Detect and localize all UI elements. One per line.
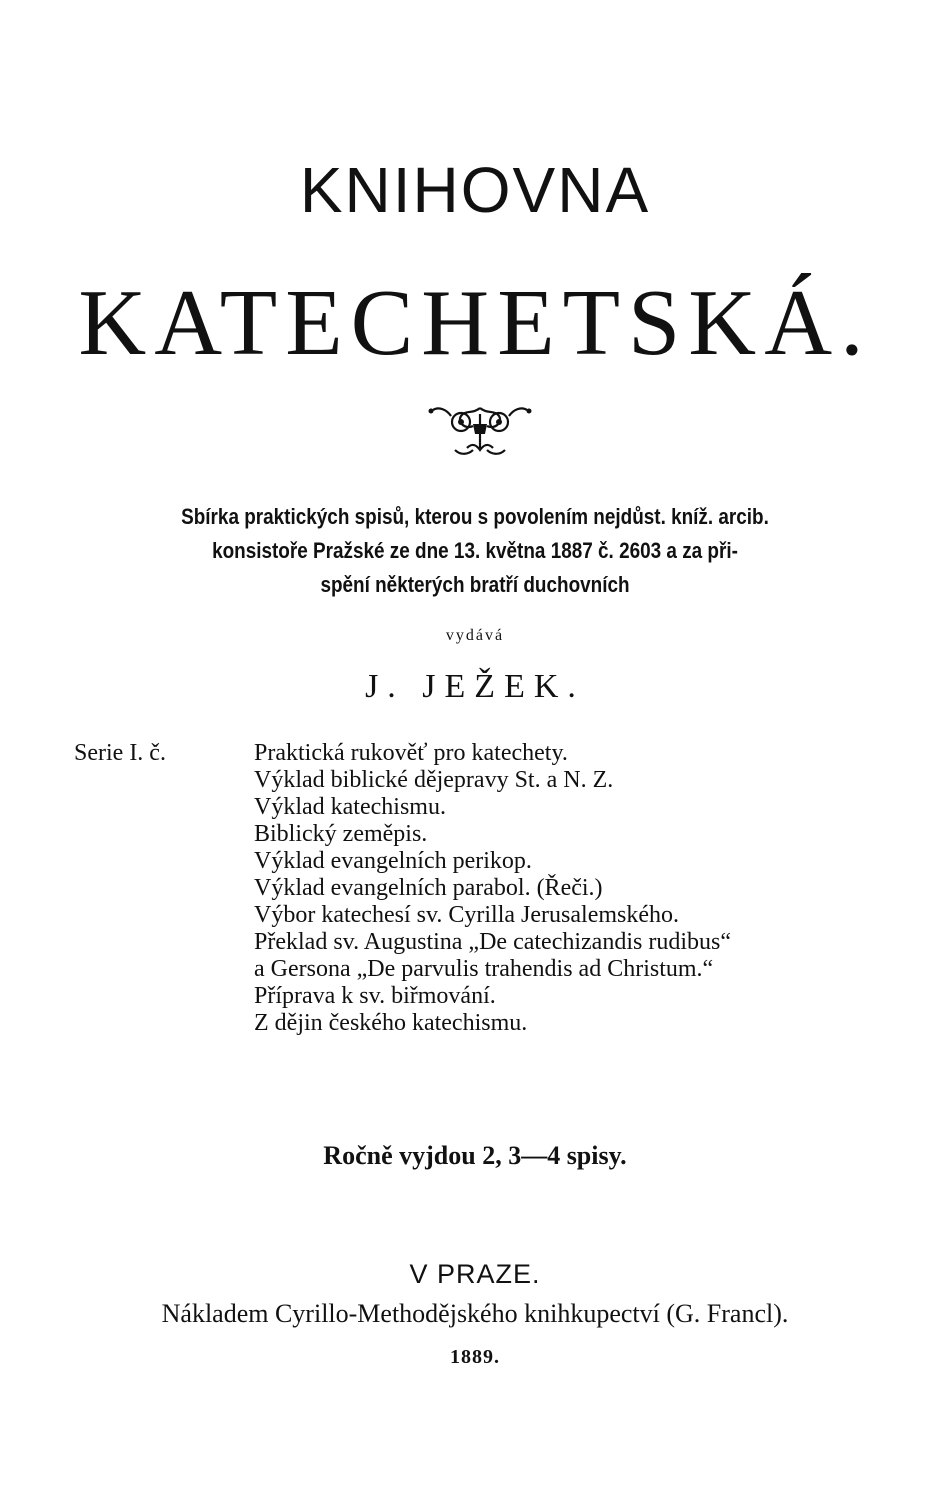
subtitle-line-1: Sbírka praktických spisů, kterou s povolením nejdůst. kníž. arcib. (181, 504, 769, 529)
series-item-title: Výbor katechesí sv. Cyrilla Jerusalemského. (254, 902, 680, 928)
publishes-label: vydává (445, 627, 505, 644)
series-label: Serie I. č. (74, 740, 166, 766)
series-item-title: Příprava k sv. biřmování. (254, 983, 496, 1009)
series-item-title: Výklad katechismu. (254, 794, 446, 820)
editor-name: J. JEŽEK. (365, 668, 585, 705)
fleuron-ornament-icon (425, 400, 535, 460)
series-item-title: Výklad biblické dějepravy St. a N. Z. (254, 767, 614, 793)
series-item-title: Výklad evangelních perikop. (254, 848, 532, 874)
series-item-title: Překlad sv. Augustina „De catechizandis rudibus“ (254, 929, 731, 955)
series-item-title: Z dějin českého katechismu. (254, 1010, 528, 1036)
series-item-title: a Gersona „De parvulis trahendis ad Christum.“ (254, 956, 714, 982)
subtitle-line-3: spění některých bratří duchovních (320, 572, 630, 597)
title-line-1: KNIHOVNA (299, 154, 651, 226)
yearly-note: Ročně vyjdou 2, 3—4 spisy. (323, 1141, 627, 1170)
title-line-2: KATECHETSKÁ. (78, 271, 872, 375)
imprint-year: 1889. (450, 1346, 500, 1368)
series-item-title: Výklad evangelních parabol. (Řeči.) (254, 875, 603, 901)
series-item-title: Biblický zeměpis. (254, 821, 428, 847)
imprint-city: V PRAZE. (409, 1259, 541, 1289)
subtitle-line-2: konsistoře Pražské ze dne 13. května 1887 č. 2603 a za při- (212, 538, 738, 563)
imprint-publisher: Nákladem Cyrillo-Methodějského knihkupectví (G. Francl). (161, 1299, 789, 1328)
series-item-title: Praktická rukověť pro katechety. (254, 740, 568, 766)
